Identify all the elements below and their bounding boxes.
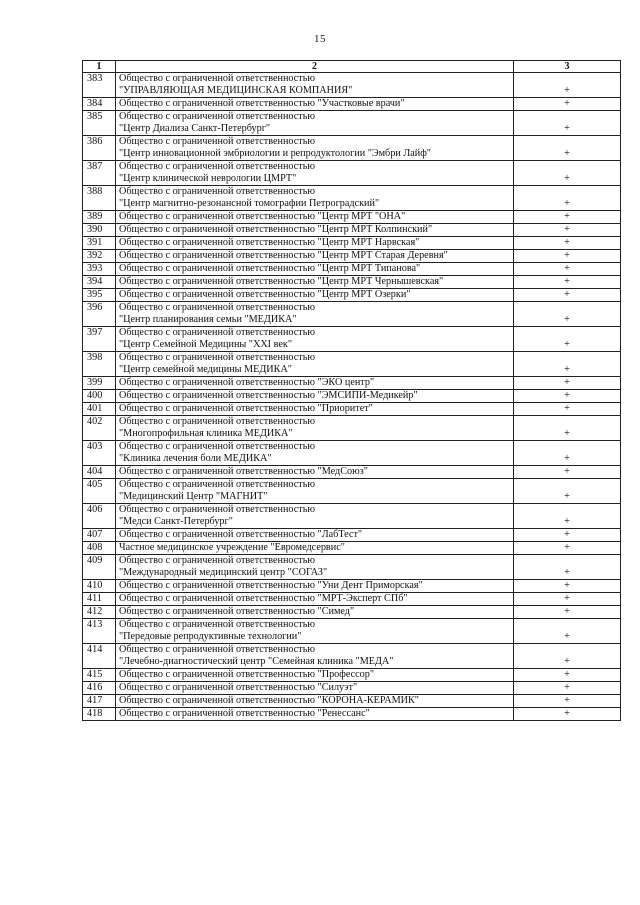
organization-name-line: "Центр клинической неврологии ЦМРТ" [119, 173, 297, 184]
organization-name-line: Общество с ограниченной ответственностью [119, 479, 316, 490]
organization-name [116, 416, 514, 441]
organization-name [116, 161, 514, 186]
organization-name-line: Общество с ограниченной ответственностью "Центр МРТ Озерки" [119, 289, 411, 300]
organization-name-line: Общество с ограниченной ответственностью "КОРОНА-КЕРАМИК" [119, 695, 419, 706]
table-row [83, 466, 621, 479]
table-row [83, 580, 621, 593]
organization-name [116, 263, 514, 276]
row-number: 407 [83, 529, 116, 542]
organization-name-line: Общество с ограниченной ответственностью [119, 352, 316, 363]
organization-name-line: Общество с ограниченной ответственностью "ЛабТест" [119, 529, 363, 540]
row-mark: + [514, 224, 621, 237]
organization-name-line: Общество с ограниченной ответственностью [119, 619, 316, 630]
organization-name [116, 289, 514, 302]
row-mark: + [514, 98, 621, 111]
row-mark: + [514, 289, 621, 302]
organization-name-line: "Центр Диализа Санкт-Петербург" [119, 123, 271, 134]
organization-name [116, 606, 514, 619]
organization-name [116, 479, 514, 504]
organization-name [116, 276, 514, 289]
row-mark: + [514, 302, 621, 327]
organization-name-line: "Медси Санкт-Петербург" [119, 516, 233, 527]
organization-name [116, 186, 514, 211]
row-number: 418 [83, 708, 116, 721]
row-number: 403 [83, 441, 116, 466]
organization-name-line: Частное медицинское учреждение "Евромедсервис" [119, 542, 345, 553]
organization-name-line: Общество с ограниченной ответственностью [119, 644, 316, 655]
row-mark: + [514, 111, 621, 136]
row-number: 400 [83, 390, 116, 403]
table-row [83, 224, 621, 237]
row-number: 410 [83, 580, 116, 593]
row-number: 416 [83, 682, 116, 695]
table-row [83, 606, 621, 619]
organization-name [116, 73, 514, 98]
row-mark: + [514, 695, 621, 708]
organization-name-line: Общество с ограниченной ответственностью "Приоритет" [119, 403, 373, 414]
row-number: 388 [83, 186, 116, 211]
organization-name-line: "Лечебно-диагностический центр "Семейная клиника "МЕДА" [119, 656, 394, 667]
row-mark: + [514, 441, 621, 466]
row-mark: + [514, 606, 621, 619]
organization-name [116, 441, 514, 466]
row-mark: + [514, 555, 621, 580]
row-number: 415 [83, 669, 116, 682]
organization-name-line: Общество с ограниченной ответственностью "ЭКО центр" [119, 377, 375, 388]
organization-name-line: Общество с ограниченной ответственностью [119, 111, 316, 122]
table-row [83, 708, 621, 721]
organization-name [116, 682, 514, 695]
row-number: 414 [83, 644, 116, 669]
organization-name [116, 98, 514, 111]
organization-name-line: "Центр семейной медицины МЕДИКА" [119, 364, 292, 375]
organization-name [116, 136, 514, 161]
table-row [83, 669, 621, 682]
row-mark: + [514, 403, 621, 416]
organization-name-line: Общество с ограниченной ответственностью "Центр МРТ Чернышевская" [119, 276, 444, 287]
table-row [83, 542, 621, 555]
organization-name-line: "Центр магнитно-резонансной томографии Петроградский" [119, 198, 380, 209]
table-row [83, 111, 621, 136]
table-row [83, 327, 621, 352]
table-row [83, 237, 621, 250]
organization-name-line: Общество с ограниченной ответственностью [119, 73, 316, 84]
row-mark: + [514, 529, 621, 542]
table-row [83, 390, 621, 403]
row-number: 384 [83, 98, 116, 111]
table-row [83, 276, 621, 289]
row-number: 404 [83, 466, 116, 479]
page-number: 15 [314, 33, 326, 45]
organization-name-line: Общество с ограниченной ответственностью [119, 302, 316, 313]
organization-name [116, 708, 514, 721]
row-number: 412 [83, 606, 116, 619]
organization-name-line: Общество с ограниченной ответственностью "Уни Дент Приморская" [119, 580, 423, 591]
table-row [83, 352, 621, 377]
organization-name-line: Общество с ограниченной ответственностью "Центр МРТ Типанова" [119, 263, 421, 274]
table-row [83, 619, 621, 644]
row-mark: + [514, 479, 621, 504]
row-mark: + [514, 161, 621, 186]
organization-name [116, 593, 514, 606]
row-number: 395 [83, 289, 116, 302]
organization-name [116, 580, 514, 593]
organization-name-line: Общество с ограниченной ответственностью "Центр МРТ Нарвская" [119, 237, 420, 248]
table-row [83, 416, 621, 441]
row-number: 413 [83, 619, 116, 644]
organization-name [116, 111, 514, 136]
row-number: 398 [83, 352, 116, 377]
organization-name-line: Общество с ограниченной ответственностью "Силуэт" [119, 682, 358, 693]
row-mark: + [514, 186, 621, 211]
organization-name-line: Общество с ограниченной ответственностью "ЭМСИПИ-Медикейр" [119, 390, 418, 401]
column-header-name: 2 [116, 61, 514, 73]
row-number: 406 [83, 504, 116, 529]
row-number: 386 [83, 136, 116, 161]
organization-name-line: Общество с ограниченной ответственностью [119, 504, 316, 515]
row-mark: + [514, 466, 621, 479]
row-number: 392 [83, 250, 116, 263]
row-number: 402 [83, 416, 116, 441]
organization-name-line: "Международный медицинский центр "СОГАЗ" [119, 567, 328, 578]
organization-name [116, 695, 514, 708]
organization-name-line: "Центр Семейной Медицины "XXI век" [119, 339, 292, 350]
row-mark: + [514, 250, 621, 263]
organization-name-line: "УПРАВЛЯЮЩАЯ МЕДИЦИНСКАЯ КОМПАНИЯ" [119, 85, 353, 96]
organization-name-line: Общество с ограниченной ответственностью [119, 136, 316, 147]
organization-name-line: Общество с ограниченной ответственностью [119, 416, 316, 427]
table-row [83, 98, 621, 111]
row-number: 383 [83, 73, 116, 98]
table-row [83, 555, 621, 580]
row-number: 399 [83, 377, 116, 390]
organization-name [116, 644, 514, 669]
organization-name-line: Общество с ограниченной ответственностью [119, 161, 316, 172]
row-mark: + [514, 276, 621, 289]
column-header-number: 1 [83, 61, 116, 73]
row-number: 411 [83, 593, 116, 606]
organization-name [116, 352, 514, 377]
organization-name [116, 466, 514, 479]
organization-name [116, 669, 514, 682]
table-body [83, 73, 621, 721]
organization-name-line: Общество с ограниченной ответственностью "Ренессанс" [119, 708, 370, 719]
row-number: 391 [83, 237, 116, 250]
row-mark: + [514, 211, 621, 224]
row-number: 397 [83, 327, 116, 352]
row-mark: + [514, 619, 621, 644]
organization-name [116, 224, 514, 237]
table-row [83, 377, 621, 390]
table-row [83, 136, 621, 161]
table-row [83, 403, 621, 416]
organization-name-line: Общество с ограниченной ответственностью "Центр МРТ "ОНА" [119, 211, 406, 222]
organization-name-line: Общество с ограниченной ответственностью "МРТ-Эксперт СПб" [119, 593, 408, 604]
table-row [83, 504, 621, 529]
row-number: 409 [83, 555, 116, 580]
row-mark: + [514, 263, 621, 276]
row-mark: + [514, 327, 621, 352]
row-mark: + [514, 237, 621, 250]
organization-name [116, 250, 514, 263]
row-mark: + [514, 504, 621, 529]
row-number: 405 [83, 479, 116, 504]
row-number: 389 [83, 211, 116, 224]
table-row [83, 289, 621, 302]
row-mark: + [514, 136, 621, 161]
organization-name [116, 211, 514, 224]
organization-name [116, 327, 514, 352]
organization-name [116, 302, 514, 327]
table-row [83, 593, 621, 606]
row-mark: + [514, 73, 621, 98]
organization-name-line: Общество с ограниченной ответственностью "Центр МРТ Старая Деревня" [119, 250, 448, 261]
organization-name-line: "Передовые репродуктивные технологии" [119, 631, 302, 642]
organization-name [116, 403, 514, 416]
table-row [83, 161, 621, 186]
column-header-mark: 3 [514, 61, 621, 73]
organization-name [116, 504, 514, 529]
organization-name [116, 237, 514, 250]
organization-name-line: Общество с ограниченной ответственностью "Симед" [119, 606, 355, 617]
table-row [83, 250, 621, 263]
row-mark: + [514, 644, 621, 669]
organization-name-line: "Центр планирования семьи "МЕДИКА" [119, 314, 297, 325]
organization-name [116, 619, 514, 644]
row-mark: + [514, 682, 621, 695]
row-number: 401 [83, 403, 116, 416]
row-mark: + [514, 542, 621, 555]
row-number: 387 [83, 161, 116, 186]
organization-name-line: Общество с ограниченной ответственностью "Профессор" [119, 669, 375, 680]
organization-name [116, 529, 514, 542]
organization-name [116, 390, 514, 403]
organization-name-line: Общество с ограниченной ответственностью [119, 555, 316, 566]
row-mark: + [514, 708, 621, 721]
table-row [83, 211, 621, 224]
table-header-row [83, 61, 621, 73]
table-row [83, 695, 621, 708]
organization-name [116, 377, 514, 390]
table-row [83, 73, 621, 98]
row-number: 417 [83, 695, 116, 708]
organization-name-line: "Медицинский Центр "МАГНИТ" [119, 491, 268, 502]
table-row [83, 479, 621, 504]
organization-name [116, 555, 514, 580]
organization-name-line: Общество с ограниченной ответственностью [119, 186, 316, 197]
table-row [83, 263, 621, 276]
row-mark: + [514, 593, 621, 606]
organization-name-line: Общество с ограниченной ответственностью "Центр МРТ Колпинский" [119, 224, 433, 235]
row-number: 390 [83, 224, 116, 237]
row-mark: + [514, 580, 621, 593]
row-mark: + [514, 390, 621, 403]
row-mark: + [514, 352, 621, 377]
table-row [83, 682, 621, 695]
organization-name-line: "Клиника лечения боли МЕДИКА" [119, 453, 272, 464]
table-row [83, 644, 621, 669]
organization-name-line: "Многопрофильная клиника МЕДИКА" [119, 428, 293, 439]
row-mark: + [514, 416, 621, 441]
row-mark: + [514, 377, 621, 390]
table-row [83, 302, 621, 327]
table-row [83, 186, 621, 211]
organization-name [116, 542, 514, 555]
table-row [83, 529, 621, 542]
organization-name-line: "Центр инновационной эмбриологии и репродуктологии "Эмбри Лайф" [119, 148, 431, 159]
organization-name-line: Общество с ограниченной ответственностью "Участковые врачи" [119, 98, 405, 109]
row-number: 385 [83, 111, 116, 136]
organization-name-line: Общество с ограниченной ответственностью [119, 441, 316, 452]
row-number: 394 [83, 276, 116, 289]
row-number: 393 [83, 263, 116, 276]
row-mark: + [514, 669, 621, 682]
row-number: 396 [83, 302, 116, 327]
organizations-table [82, 60, 621, 721]
table-row [83, 441, 621, 466]
organization-name-line: Общество с ограниченной ответственностью [119, 327, 316, 338]
organization-name-line: Общество с ограниченной ответственностью "МедСоюз" [119, 466, 368, 477]
row-number: 408 [83, 542, 116, 555]
